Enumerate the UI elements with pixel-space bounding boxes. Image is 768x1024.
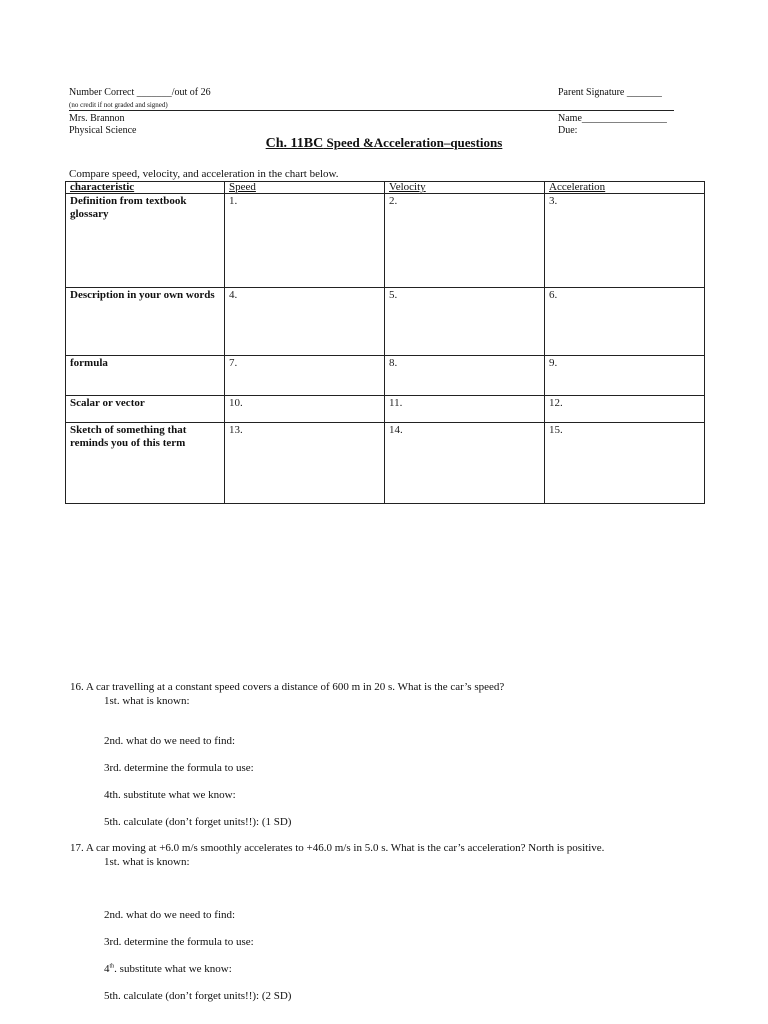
row-label: formula [66,356,225,396]
answer-cell[interactable]: 7. [225,356,385,396]
table-row-formula [66,356,705,396]
q16-step-1: 1st. what is known: [104,695,190,707]
q17-step-4 [104,963,232,975]
table-row-scalar-vector [66,396,705,423]
answer-cell[interactable]: 5. [385,288,545,356]
question-17: 17. A car moving at +6.0 m/s smoothly accelerates to +46.0 m/s in 5.0 s. What is the car’s acceleration? North is positive. [70,842,605,854]
column-header-characteristic: characteristic [66,182,225,194]
due-date-field[interactable]: Due: [558,125,578,136]
page-title [0,135,768,152]
answer-cell[interactable]: 13. [225,423,385,504]
q16-step-5: 5th. calculate (don’t forget units!!): (1 SD) [104,816,292,828]
chart-instructions: Compare speed, velocity, and acceleration in the chart below. [69,168,339,180]
row-label: Definition from textbook glossary [66,194,225,288]
q17-step-4-text: . substitute what we know: [114,963,232,975]
answer-cell[interactable]: 3. [545,194,705,288]
table-row-definition [66,194,705,288]
table-row-sketch [66,423,705,504]
answer-cell[interactable]: 14. [385,423,545,504]
answer-cell[interactable]: 4. [225,288,385,356]
q17-step-3: 3rd. determine the formula to use: [104,936,254,948]
q17-step-4-ordinal: th [109,963,115,970]
answer-cell[interactable]: 6. [545,288,705,356]
q16-step-4: 4th. substitute what we know: [104,789,236,801]
question-16: 16. A car travelling at a constant speed covers a distance of 600 m in 20 s. What is the car’s speed? [70,681,505,693]
teacher-name: Mrs. Brannon [69,113,125,124]
course-name: Physical Science [69,125,137,136]
answer-cell[interactable]: 8. [385,356,545,396]
q17-step-5: 5th. calculate (don’t forget units!!): (2 SD) [104,990,292,1002]
answer-cell[interactable]: 9. [545,356,705,396]
answer-cell[interactable]: 15. [545,423,705,504]
answer-cell[interactable]: 1. [225,194,385,288]
comparison-table [65,181,705,504]
no-credit-note: (no credit if not graded and signed) [69,101,168,109]
column-header-velocity: Velocity [385,182,545,194]
parent-signature[interactable]: Parent Signature _______ [558,87,662,98]
answer-cell[interactable]: 10. [225,396,385,423]
number-correct: Number Correct _______/out of 26 [69,87,211,98]
column-header-speed: Speed [225,182,385,194]
row-label: Description in your own words [66,288,225,356]
row-label: Sketch of something that reminds you of this term [66,423,225,504]
table-header-row [66,182,705,194]
q17-step-2: 2nd. what do we need to find: [104,909,236,921]
topic-label: Speed &Acceleration–questions [323,135,503,150]
q16-step-2: 2nd. what do we need to find: [104,735,236,747]
table-row-description [66,288,705,356]
header-divider [69,110,674,111]
answer-cell[interactable]: 2. [385,194,545,288]
q17-step-1: 1st. what is known: [104,856,190,868]
answer-cell[interactable]: 11. [385,396,545,423]
row-label: Scalar or vector [66,396,225,423]
q16-step-3: 3rd. determine the formula to use: [104,762,254,774]
chapter-label: Ch. 11BC [265,136,324,151]
answer-cell[interactable]: 12. [545,396,705,423]
q17-step-4-number: 4 [104,963,110,975]
column-header-acceleration: Acceleration [545,182,705,194]
student-name-field[interactable]: Name_________________ [558,113,667,124]
